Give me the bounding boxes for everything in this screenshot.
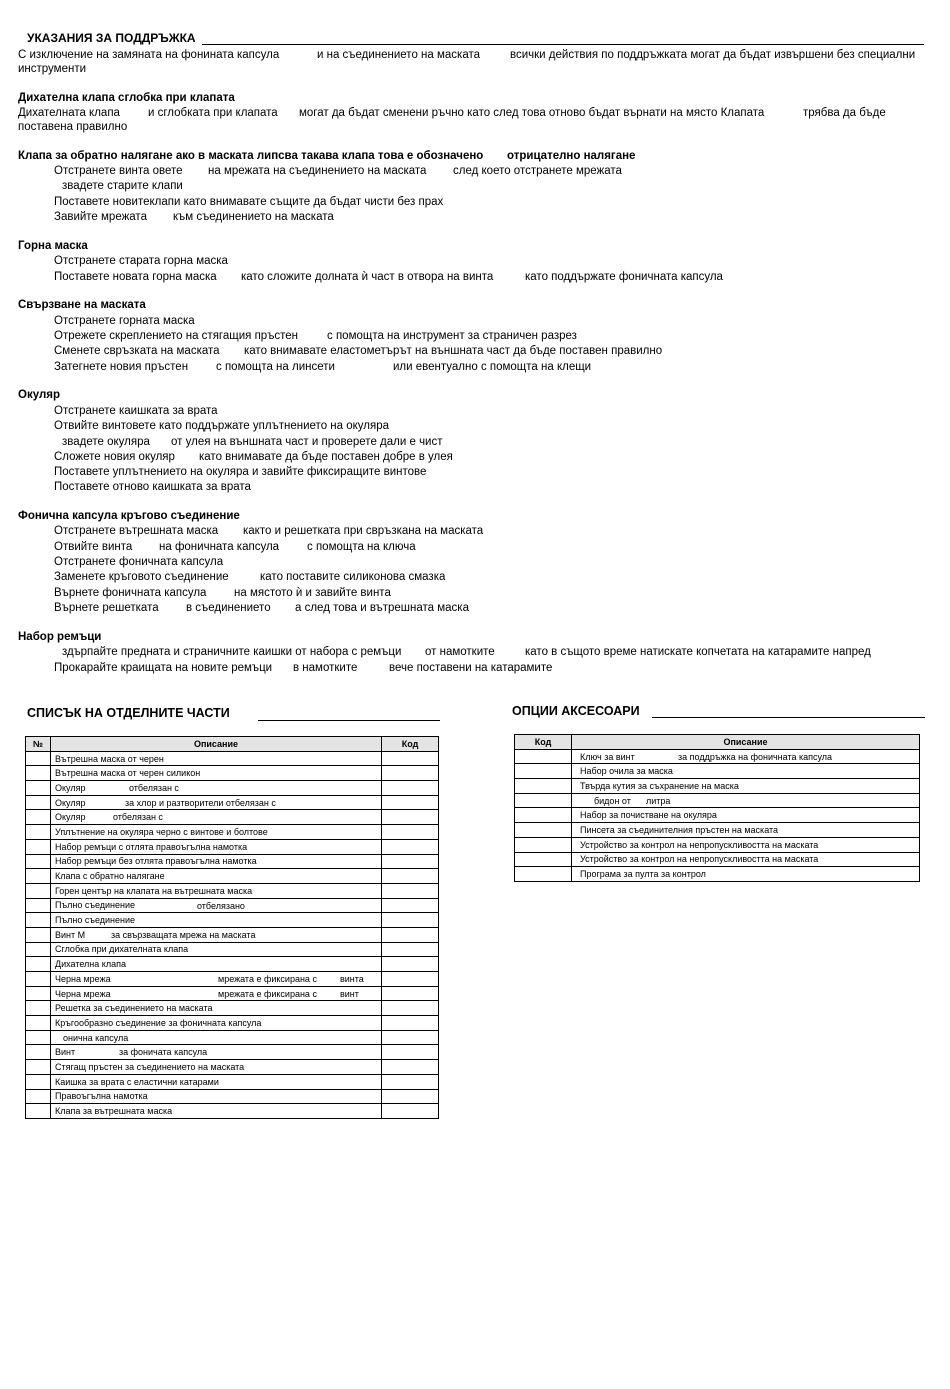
description-text: за фоничата капсула [119,1047,208,1058]
table-row [26,898,439,913]
description-cell [572,793,920,808]
code-cell [515,867,572,882]
description-cell [51,1001,382,1016]
number-cell [26,854,51,869]
intro-1c: всички действия по поддръжката могат да бъдат извършени без специални [510,49,916,61]
table-row [26,1016,439,1031]
description-text: винт [340,988,359,999]
s6-line6a: Върнете решетката [54,602,159,614]
s6-line5b: на мястото ѝ и завийте винта [234,587,391,599]
s4-line4a: Затегнете новия пръстен [54,361,189,373]
s6-line2b: на фоничната капсула [159,541,280,553]
description-cell [51,869,382,884]
table-row [26,913,439,928]
description-text: Дихателна клапа [55,959,126,970]
code-cell [382,883,439,898]
table-row [26,957,439,972]
code-cell [515,823,572,838]
s4-line4c: или евентуално с помощта на клещи [393,361,592,373]
description-cell [51,883,382,898]
number-cell [26,1060,51,1075]
s7-line2b: в намотките [293,662,358,674]
code-cell [382,839,439,854]
s5-line1: Отстранете каишката за врата [54,405,218,417]
description-text: Набор очила за маска [580,766,673,777]
description-text: Клапа с обратно налягане [55,871,165,882]
description-text: Пинсета за съединителния пръстен на маската [580,824,779,835]
s7-line1b: от намотките [425,646,495,658]
table-row [26,1045,439,1060]
maintenance-title: УКАЗАНИЯ ЗА ПОДДРЪЖКА [27,31,196,45]
code-cell [515,852,572,867]
code-cell [515,837,572,852]
table-row [26,795,439,810]
s5-line5: Поставете уплътнението на окуляра и завийте фиксиращите винтове [54,466,427,478]
accessories-title: ОПЦИИ АКСЕСОАРИ [512,704,640,718]
description-cell [51,927,382,942]
accessories-table-wrap [514,734,920,882]
parts-col-description: Описание [51,737,382,752]
code-cell [382,1060,439,1075]
section-title-strap-set: Набор ремъци [18,631,102,643]
s5-line3a: звадете окуляра [62,436,150,448]
description-text: Окуляр [55,782,86,793]
code-cell [382,913,439,928]
parts-table [25,736,439,1119]
description-cell [51,972,382,987]
code-cell [382,1104,439,1119]
s4-line2a: Отрежете скреплението на стягащия пръстен [54,330,299,342]
accessories-col-description: Описание [572,735,920,750]
code-cell [382,957,439,972]
s6-line2c: с помощта на ключа [307,541,416,553]
code-cell [382,1045,439,1060]
accessories-title-underline [652,717,925,718]
s4-line2b: с помощта на инструмент за страничен разрез [327,330,577,342]
description-text: Клапа за вътрешната маска [55,1106,173,1117]
s1-line2: поставена правилно [18,121,128,133]
s4-line1: Отстранете горната маска [54,315,195,327]
description-cell [572,867,920,882]
description-text: Уплътнение на окуляра черно с винтове и болтове [55,826,268,837]
number-cell [26,1104,51,1119]
intro-2: инструменти [18,63,87,75]
table-row [26,869,439,884]
description-text: Устройство за контрол на непропускливостта на маската [580,839,819,850]
description-cell [51,854,382,869]
description-cell [572,749,920,764]
s3-line1: Отстранете старата горна маска [54,255,228,267]
description-text: Решетка за съединението на маската [55,1003,213,1014]
section-title-eyepiece: Окуляр [18,389,60,401]
table-row [26,854,439,869]
description-cell [572,808,920,823]
code-cell [515,793,572,808]
code-cell [382,1030,439,1045]
code-cell [382,898,439,913]
table-row [515,823,920,838]
table-row [515,852,920,867]
code-cell [382,1089,439,1104]
code-cell [382,1074,439,1089]
s6-line4a: Заменете кръговото съединение [54,571,229,583]
description-text: Ключ за винт [580,751,635,762]
number-cell [26,927,51,942]
code-cell [515,749,572,764]
s4-line3a: Сменете свръзката на маската [54,345,220,357]
description-text: Програма за пулта за контрол [580,869,706,880]
parts-title-underline [258,720,440,721]
code-cell [382,942,439,957]
intro-1a: С изключение на замяната на фонината капсула [18,49,280,61]
accessories-table-body [515,749,920,881]
section-title-pressure-valve-a: Клапа за обратно налягане ако в маската липсва такава клапа това е обозначено [18,150,484,162]
description-cell [51,1016,382,1031]
description-text: винта [340,974,364,984]
description-text: Устройство за контрол на непропускливостта на маската [580,854,819,865]
s2-line3: Поставете новитеклапи като внимавате същите да бъдат чисти без прах [54,196,444,208]
description-text: Сглобка при дихателната клапа [55,944,189,955]
section-title-upper-mask: Горна маска [18,240,88,252]
description-text: Пълно съединение [55,900,136,911]
description-cell [51,1045,382,1060]
code-cell [382,869,439,884]
s2-line1a: Отстранете винта овете [54,165,183,177]
s3-line2b: като сложите долната ѝ част в отвора на винта [241,271,494,283]
s6-line2a: Отвийте винта [54,541,133,553]
description-text: отбелязан с [113,812,163,823]
code-cell [382,1001,439,1016]
description-cell [572,837,920,852]
s2-line4b: към съединението на маската [173,211,334,223]
table-row [26,810,439,825]
description-text: Горен център на клапата на вътрешната маска [55,885,253,896]
description-cell [51,781,382,796]
description-text: отбелязан с [129,783,179,794]
description-text: Винт М [55,929,86,940]
table-row [515,867,920,882]
s7-line2c: вече поставени на катарамите [389,662,553,674]
table-row [26,942,439,957]
s5-line4b: като внимавате да бъде поставен добре в улея [199,451,453,463]
s1-line1a: Дихателната клапа [18,107,120,119]
number-cell [26,1001,51,1016]
description-cell [572,823,920,838]
s1-line1d: трябва да бъде [803,107,886,119]
s7-line2a: Прокарайте краищата на новите ремъци [54,662,273,674]
description-text: за хлор и разтворители отбелязан с [125,797,276,808]
table-row [26,825,439,840]
number-cell [26,986,51,1001]
number-cell [26,1016,51,1031]
description-text: бидон от [594,795,631,806]
description-text: онична капсула [63,1032,129,1043]
description-text: Вътрешна маска от черен силикон [55,768,201,779]
code-cell [515,808,572,823]
s6-line5a: Върнете фоничната капсула [54,587,207,599]
description-cell [572,779,920,794]
parts-title: СПИСЪК НА ОТДЕЛНИТЕ ЧАСТИ [27,706,230,720]
number-cell [26,942,51,957]
number-cell [26,1089,51,1104]
number-cell [26,751,51,766]
description-text: за поддръжка на фоничната капсула [678,751,833,762]
s3-line2c: като поддържате фоничната капсула [525,271,723,283]
number-cell [26,1030,51,1045]
number-cell [26,883,51,898]
number-cell [26,839,51,854]
parts-table-body [26,751,439,1118]
description-cell [572,764,920,779]
code-cell [382,766,439,781]
number-cell [26,957,51,972]
table-row [515,808,920,823]
table-row [26,1074,439,1089]
code-cell [382,1016,439,1031]
description-text: Стягащ пръстен за съединението на маската [55,1061,245,1072]
number-cell [26,1045,51,1060]
s6-line1b: както и решетката при свръзкана на маската [243,525,484,537]
description-text: Окуляр [55,812,86,823]
title-underline [202,44,924,45]
s2-line1c: след което отстранете мрежата [453,165,622,177]
s6-line6b: в съединението [186,602,271,614]
table-row [26,1001,439,1016]
description-text: Набор ремъци без отлята правоъгълна намотка [55,856,257,867]
table-row [26,883,439,898]
parts-table-header [26,737,439,752]
s7-line1a: здърпайте предната и страничните каишки от набора с ремъци [62,646,402,658]
intro-1b: и на съединението на маската [317,49,480,61]
code-cell [515,779,572,794]
description-cell [51,795,382,810]
description-cell [51,957,382,972]
description-cell [51,751,382,766]
description-text: Пълно съединение [55,915,136,926]
s5-line2: Отвийте винтовете като поддържате уплътнението на окуляра [54,420,390,432]
number-cell [26,869,51,884]
table-row [26,1089,439,1104]
s3-line2a: Поставете новата горна маска [54,271,217,283]
description-cell [51,913,382,928]
description-cell [51,942,382,957]
number-cell [26,972,51,987]
description-text: отбелязано [197,900,245,911]
section-title-pressure-valve-b: отрицателно налягане [507,150,636,162]
number-cell [26,1074,51,1089]
table-row [515,779,920,794]
description-text: Черна мрежа [55,988,111,999]
s7-line1c: като в същото време натискате копчетата на катарамите напред [525,646,871,658]
description-cell [51,810,382,825]
description-cell [51,1089,382,1104]
description-text: Твърда кутия за съхранение на маска [580,780,739,791]
s1-line1b: и сглобката при клапата [148,107,278,119]
table-row [26,751,439,766]
description-text: Черна мрежа [55,973,111,984]
table-row [26,1104,439,1119]
code-cell [382,781,439,796]
s5-line4a: Сложете новия окуляр [54,451,175,463]
description-cell [51,1074,382,1089]
accessories-table [514,734,920,882]
s5-line6: Поставете отново каишката за врата [54,481,251,493]
parts-table-wrap [25,736,439,1119]
code-cell [382,972,439,987]
number-cell [26,781,51,796]
table-row [26,839,439,854]
table-row [26,927,439,942]
description-text: Каишка за врата с еластични катарами [55,1076,219,1087]
description-text: литра [646,795,671,806]
s5-line3b: от улея на външната част и проверете дали е чист [171,436,443,448]
code-cell [382,854,439,869]
section-title-breathing-valve: Дихателна клапа сглобка при клапата [18,92,235,104]
code-cell [382,810,439,825]
s6-line3: Отстранете фоничната капсула [54,556,224,568]
table-row [515,837,920,852]
description-text: Набор за почистване на окуляра [580,810,717,821]
table-row [26,781,439,796]
section-title-phonic-capsule: Фонична капсула кръгово съединение [18,510,240,522]
s6-line4b: като поставите силиконова смазка [260,571,446,583]
accessories-table-header [515,735,920,750]
description-text: Кръгообразно съединение за фоничната капсула [55,1017,262,1028]
description-text: Набор ремъци с отлята правоъгълна намотка [55,841,248,852]
description-text: мрежата е фиксирана с [218,988,317,999]
section-title-mask-connection: Свързване на маската [18,299,146,311]
table-row [515,764,920,779]
description-cell [51,766,382,781]
code-cell [382,795,439,810]
s6-line6c: а след това и вътрешната маска [295,602,469,614]
code-cell [382,927,439,942]
table-row [26,766,439,781]
parts-col-code: Код [382,737,439,752]
description-cell [51,1060,382,1075]
description-text: Вътрешна маска от черен [55,753,164,764]
number-cell [26,825,51,840]
s1-line1c: могат да бъдат сменени ръчно като след това отново бъдат върнати на място Клапата [299,107,765,119]
description-cell [51,839,382,854]
number-cell [26,766,51,781]
code-cell [382,825,439,840]
parts-col-num: № [26,737,51,752]
table-row [515,749,920,764]
s4-line3b: като внимавате еластометърът на външната част да бъде поставен правилно [244,345,663,357]
table-row [26,986,439,1001]
description-text: Винт [55,1047,76,1058]
table-row [26,1030,439,1045]
description-text: Правоъгълна намотка [55,1091,148,1102]
code-cell [382,986,439,1001]
table-row [26,972,439,987]
number-cell [26,795,51,810]
description-cell [51,825,382,840]
maintenance-header [27,31,924,47]
s4-line4b: с помощта на линсети [216,361,335,373]
s6-line1a: Отстранете вътрешната маска [54,525,219,537]
table-row [515,793,920,808]
accessories-col-code: Код [515,735,572,750]
number-cell [26,913,51,928]
description-cell [572,852,920,867]
number-cell [26,898,51,913]
description-cell [51,898,382,913]
description-text: Окуляр [55,797,86,808]
code-cell [515,764,572,779]
s2-line1b: на мрежата на съединението на маската [208,165,427,177]
description-cell [51,1104,382,1119]
s2-line4a: Завийте мрежата [54,211,147,223]
number-cell [26,810,51,825]
description-text: мрежата е фиксирана с [218,974,317,984]
table-row [26,1060,439,1075]
description-text: за свързващата мрежа на маската [111,929,256,940]
code-cell [382,751,439,766]
description-cell [51,986,382,1001]
s2-line2: звадете старите клапи [62,180,183,192]
description-cell [51,1030,382,1045]
